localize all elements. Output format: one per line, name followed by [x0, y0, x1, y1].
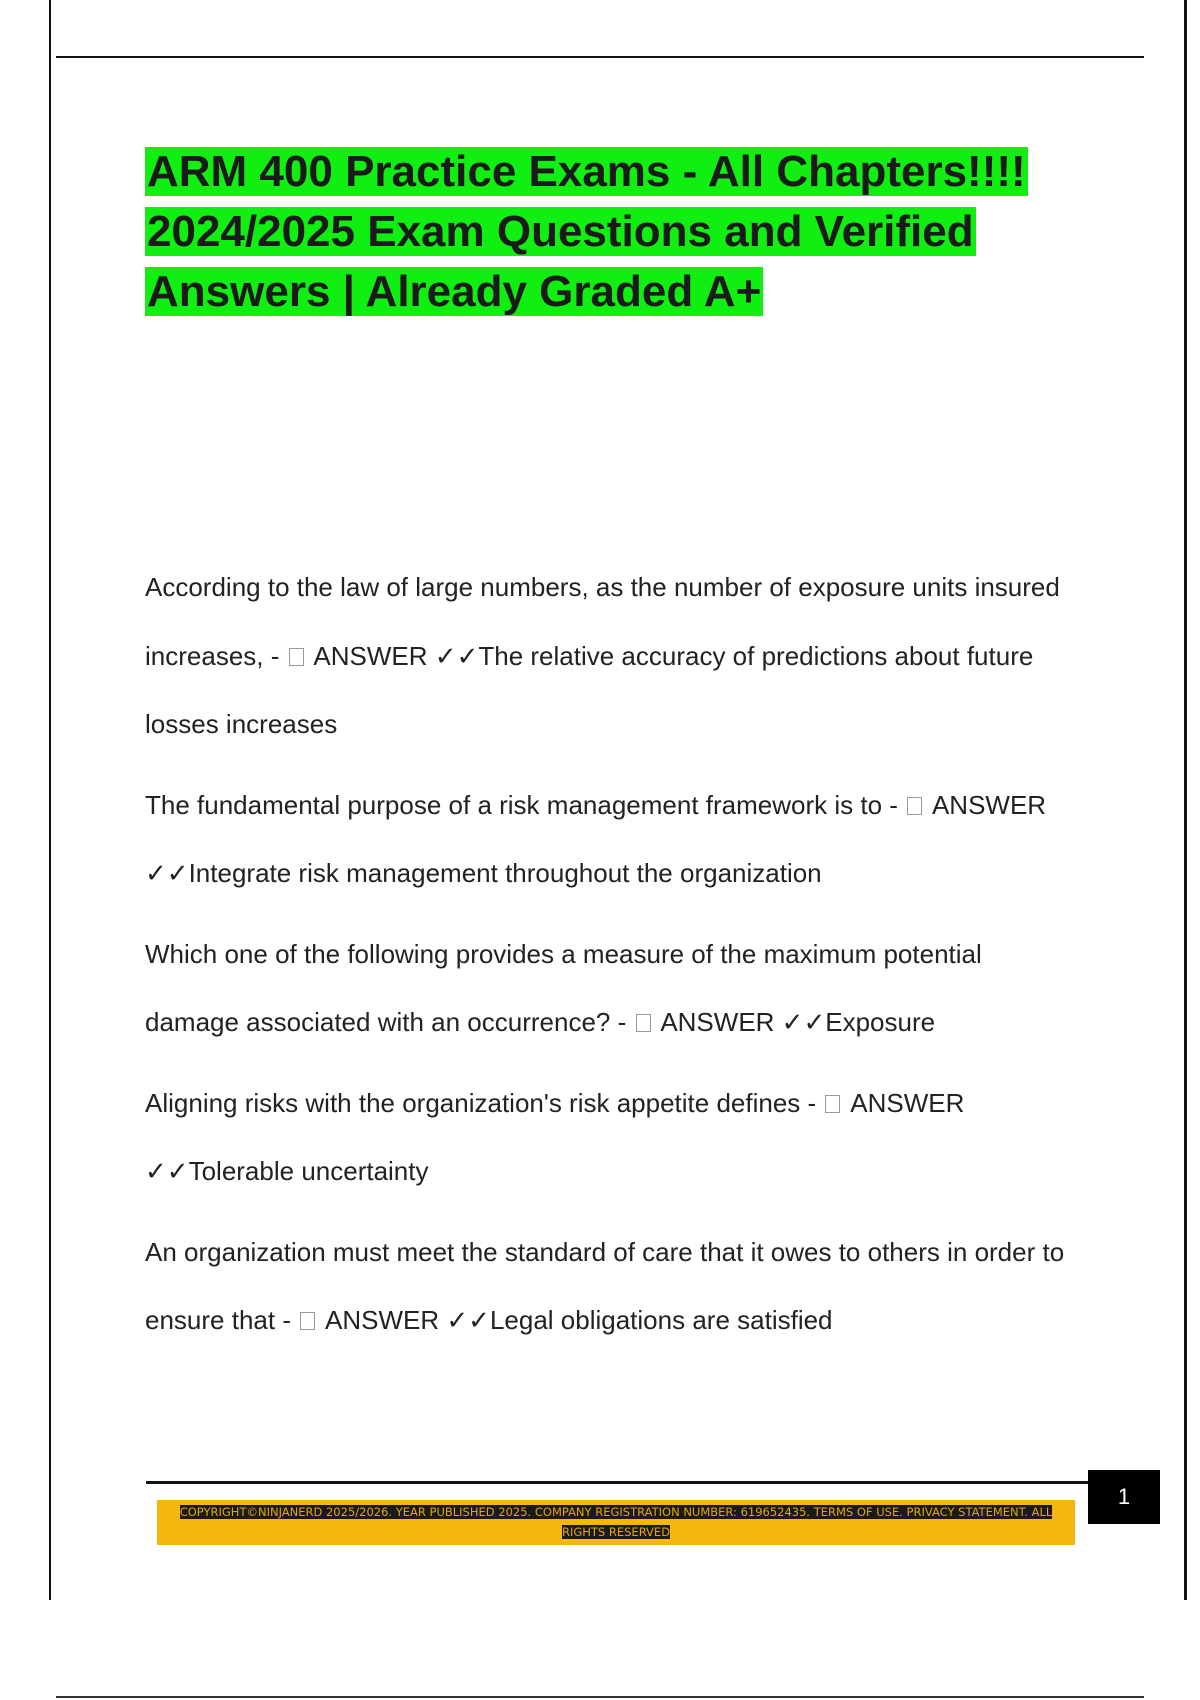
next-page-rule: [56, 1696, 1144, 1698]
page-number: 1: [1088, 1470, 1160, 1524]
question-text: According to the law of large numbers, as the number of exposure units insured increases, -: [145, 572, 1060, 671]
checkbox-glyph-icon: [825, 1095, 840, 1113]
checkbox-glyph-icon: [907, 797, 922, 815]
question-text: Aligning risks with the organization's risk appetite defines -: [145, 1087, 817, 1118]
answer-text: Integrate risk management throughout the organization: [188, 858, 822, 888]
checkbox-glyph-icon: [636, 1014, 651, 1032]
page-border-left: [49, 0, 51, 1600]
document-title-text: ARM 400 Practice Exams - All Chapters!!!! 2024/2025 Exam Questions and Verified Answers | Already Graded A+: [147, 147, 1026, 316]
document-title: [145, 142, 1085, 322]
answer-label: ANSWER: [850, 1087, 965, 1118]
copyright-text: COPYRIGHT©NINJANERD 2025/2026. YEAR PUBLISHED 2025. COMPANY REGISTRATION NUMBER: 619652435. TERMS OF USE. PRIVACY STATEMENT. ALL RIGHTS RESERVED: [179, 1505, 1053, 1539]
qa-list: [145, 553, 1065, 1367]
question-text: Which one of the following provides a measure of the maximum potential damage associated with an occurrence? -: [145, 938, 982, 1037]
page-border-right: [1184, 0, 1187, 1600]
answer-text: Exposure: [825, 1007, 936, 1037]
checkbox-glyph-icon: [289, 648, 304, 666]
check-mark-icon: ✓✓: [145, 1156, 189, 1186]
check-mark-icon: ✓✓: [446, 1305, 490, 1335]
copyright-notice: [157, 1502, 1075, 1542]
answer-label: ANSWER: [931, 789, 1047, 820]
question-text: The fundamental purpose of a risk management framework is to -: [145, 789, 898, 820]
check-mark-icon: ✓✓: [781, 1007, 826, 1037]
header-rule: [56, 56, 1144, 58]
answer-label: ANSWER: [325, 1305, 440, 1335]
qa-item: [145, 1069, 1065, 1206]
answer-text: The relative accuracy of predictions about future losses increases: [145, 640, 1034, 739]
answer-label: ANSWER: [313, 640, 428, 671]
footer-rule: [146, 1481, 1088, 1484]
check-mark-icon: ✓✓: [145, 858, 189, 888]
answer-label: ANSWER: [660, 1007, 775, 1037]
qa-item: [145, 920, 1065, 1057]
answer-text: Legal obligations are satisfied: [489, 1305, 833, 1335]
qa-item: [145, 553, 1065, 759]
question-text: An organization must meet the standard of care that it owes to others in order to ensure that -: [145, 1236, 1065, 1335]
check-mark-icon: ✓✓: [434, 640, 479, 671]
qa-item: [145, 1218, 1065, 1355]
qa-item: [145, 771, 1065, 908]
answer-text: Tolerable uncertainty: [188, 1156, 429, 1186]
checkbox-glyph-icon: [300, 1312, 315, 1330]
